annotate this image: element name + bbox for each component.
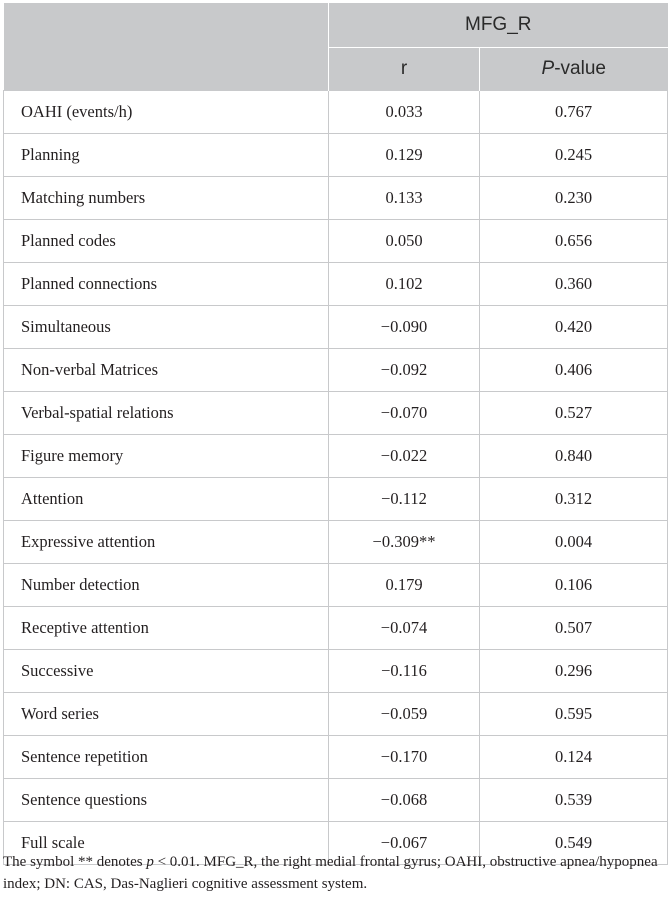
row-p-value: 0.406 [480,349,668,392]
table-footnote [3,851,663,895]
table-row [4,736,668,779]
correlation-table [3,3,668,865]
row-r-value: −0.022 [329,435,480,478]
header-group-mfg-r: MFG_R [329,3,668,48]
row-r-value: −0.092 [329,349,480,392]
row-p-value: 0.124 [480,736,668,779]
row-r-value: −0.074 [329,607,480,650]
table-row [4,435,668,478]
row-label: Figure memory [4,435,329,478]
table-row [4,650,668,693]
row-p-value: 0.767 [480,91,668,134]
row-r-value: −0.170 [329,736,480,779]
table-row [4,607,668,650]
table-row [4,134,668,177]
row-p-value: 0.507 [480,607,668,650]
table-row [4,564,668,607]
row-label: Attention [4,478,329,521]
row-label: Simultaneous [4,306,329,349]
row-p-value: 0.420 [480,306,668,349]
table-body [4,91,668,865]
row-p-value: 0.539 [480,779,668,822]
row-r-value: −0.068 [329,779,480,822]
row-label: Matching numbers [4,177,329,220]
header-p-suffix: -value [554,58,606,79]
table-row [4,177,668,220]
table-row [4,349,668,392]
row-r-value: 0.050 [329,220,480,263]
row-r-value: −0.112 [329,478,480,521]
row-p-value: 0.656 [480,220,668,263]
table-row [4,693,668,736]
row-label: Successive [4,650,329,693]
row-p-value: 0.312 [480,478,668,521]
header-empty-cell [4,3,329,91]
row-r-value: −0.309** [329,521,480,564]
table-row [4,779,668,822]
row-label: Expressive attention [4,521,329,564]
row-label: Sentence questions [4,779,329,822]
correlation-table-container [3,3,667,865]
table-row [4,306,668,349]
footnote-p-symbol: p [146,854,154,870]
row-label: Full scale [4,822,329,865]
footnote-part2: < 0.01. MFG_R, the right medial frontal gyrus; OAHI, obstructive apnea/hypopnea index; DN: CAS, Das-Naglieri cognitive assessment system. [3,854,658,892]
row-label: Word series [4,693,329,736]
row-r-value: 0.129 [329,134,480,177]
row-label: Verbal-spatial relations [4,392,329,435]
row-r-value: 0.033 [329,91,480,134]
row-label: Planned connections [4,263,329,306]
table-row [4,263,668,306]
row-r-value: −0.067 [329,822,480,865]
row-r-value: 0.133 [329,177,480,220]
row-p-value: 0.549 [480,822,668,865]
table-row [4,220,668,263]
footnote-part1: The symbol ** denotes [3,854,147,870]
row-label: Receptive attention [4,607,329,650]
row-r-value: 0.179 [329,564,480,607]
row-label: Planning [4,134,329,177]
table-row [4,91,668,134]
header-r: r [329,48,480,91]
row-label: OAHI (events/h) [4,91,329,134]
header-p-value [480,48,668,91]
row-p-value: 0.296 [480,650,668,693]
row-label: Number detection [4,564,329,607]
row-r-value: −0.070 [329,392,480,435]
row-r-value: −0.090 [329,306,480,349]
row-p-value: 0.360 [480,263,668,306]
row-p-value: 0.230 [480,177,668,220]
table-header [4,3,668,91]
row-label: Sentence repetition [4,736,329,779]
header-p-letter: P [541,58,555,79]
table-row [4,392,668,435]
row-p-value: 0.840 [480,435,668,478]
row-label: Non-verbal Matrices [4,349,329,392]
row-p-value: 0.245 [480,134,668,177]
row-label: Planned codes [4,220,329,263]
table-row [4,521,668,564]
row-p-value: 0.004 [480,521,668,564]
row-r-value: 0.102 [329,263,480,306]
row-r-value: −0.116 [329,650,480,693]
row-r-value: −0.059 [329,693,480,736]
table-row [4,478,668,521]
row-p-value: 0.527 [480,392,668,435]
row-p-value: 0.595 [480,693,668,736]
row-p-value: 0.106 [480,564,668,607]
